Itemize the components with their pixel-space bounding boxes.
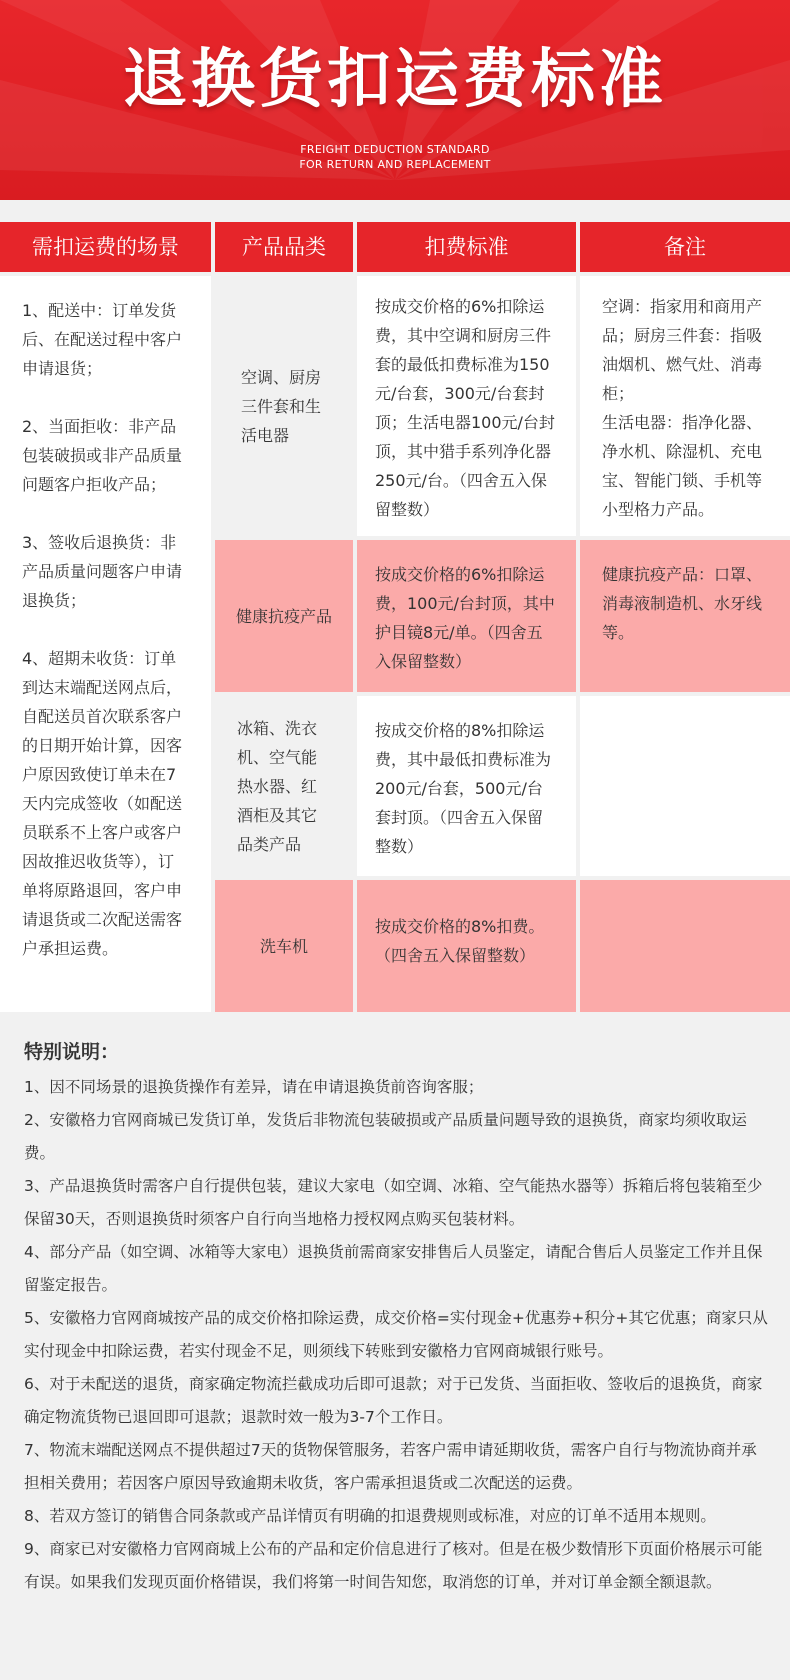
- note-item: 2、安徽格力官网商城已发货订单，发货后非物流包装破损或产品质量问题导致的退换货，商家均须收取运费。: [24, 1111, 747, 1162]
- notes-title: 特别说明：: [24, 1041, 120, 1063]
- row4-standard: 按成交价格的8%扣费。（四舍五入保留整数）: [357, 880, 576, 1012]
- row1-standard: 按成交价格的6%扣除运费，其中空调和厨房三件套的最低扣费标准为150元/台套，300元/台套封顶；生活电器100元/台封顶，其中猎手系列净化器250元/台。（四舍五入保留整数）: [357, 276, 576, 536]
- page-title: 退换货扣运费标准: [123, 43, 667, 117]
- header-scenario: 需扣运费的场景: [0, 222, 211, 272]
- header-banner: [0, 0, 790, 200]
- header-remark: 备注: [580, 222, 790, 272]
- header-category: 产品品类: [215, 222, 353, 272]
- row3-category: [215, 696, 353, 876]
- row3-standard: 按成交价格的8%扣除运费，其中最低扣费标准为200元/台套，500元/台套封顶。（四舍五入保留整数）: [357, 696, 576, 876]
- row3-category-text: 冰箱、洗衣机、空气能热水器、红酒柜及其它品类产品: [237, 718, 318, 854]
- row2-category-text: 健康抗疫产品: [235, 606, 332, 626]
- row2-standard: 按成交价格的6%扣除运费，100元/台封顶，其中护目镜8元/单。（四舍五入保留整数）: [357, 540, 576, 692]
- note-item: 9、商家已对安徽格力官网商城上公布的产品和定价信息进行了核对。但是在极少数情形下页面价格展示可能有误。如果我们发现页面价格错误，我们将第一时间告知您，取消您的订单，并对订单金额全额退款。: [24, 1540, 763, 1591]
- row1-category: [215, 276, 353, 536]
- note-item: 6、对于未配送的退货，商家确定物流拦截成功后即可退款；对于已发货、当面拒收、签收后的退换货，商家确定物流货物已退回即可退款；退款时效一般为3-7个工作日。: [24, 1375, 763, 1426]
- scenario-cell: 1、配送中：订单发货后、在配送过程中客户申请退货； 2、当面拒收：非产品包装破损或非产品质量问题客户拒收产品； 3、签收后退换货：非产品质量问题客户申请退换货； 4、超期未收货：订单到达末端配送网点后，自配送员首次联系客户的日期开始计算，因客户原因致使订单未在7天内完成签收（如配送员联系不上客户或客户因故推迟收货等），订单将原路退回，客户申请退货或二次配送需客户承担运费。: [0, 276, 211, 1012]
- note-item: 4、部分产品（如空调、冰箱等大家电）退换货前需商家安排售后人员鉴定，请配合售后人员鉴定工作并且保留鉴定报告。: [24, 1243, 763, 1294]
- row4-category-text: 洗车机: [259, 936, 308, 956]
- row3-remark: [580, 696, 790, 876]
- note-item: 1、因不同场景的退换货操作有差异，请在申请退换货前咨询客服；: [24, 1078, 484, 1096]
- row4-remark: [580, 880, 790, 1012]
- note-item: 8、若双方签订的销售合同条款或产品详情页有明确的扣退费规则或标准，对应的订单不适用本规则。: [24, 1507, 716, 1525]
- row1-remark: 空调：指家用和商用产品；厨房三件套：指吸油烟机、燃气灶、消毒柜； 生活电器：指净化器、净水机、除湿机、充电宝、智能门锁、手机等小型格力产品。: [580, 276, 790, 536]
- subtitle-line-1: FREIGHT DEDUCTION STANDARD: [300, 143, 490, 156]
- header-standard: 扣费标准: [357, 222, 576, 272]
- subtitle-line-2: FOR RETURN AND REPLACEMENT: [299, 158, 491, 171]
- note-item: 7、物流末端配送网点不提供超过7天的货物保管服务，若客户需申请延期收货，需客户自行与物流协商并承担相关费用；若因客户原因导致逾期未收货，客户需承担退货或二次配送的运费。: [24, 1441, 757, 1492]
- special-notes: [24, 1036, 768, 1599]
- note-item: 5、安徽格力官网商城按产品的成交价格扣除运费，成交价格=实付现金+优惠券+积分+其它优惠；商家只从实付现金中扣除运费，若实付现金不足，则须线下转账到安徽格力官网商城银行账号。: [24, 1309, 768, 1360]
- row4-category: [215, 880, 353, 1012]
- row2-remark: 健康抗疫产品：口罩、消毒液制造机、水牙线等。: [580, 540, 790, 692]
- note-item: 3、产品退换货时需客户自行提供包装，建议大家电（如空调、冰箱、空气能热水器等）拆箱后将包装箱至少保留30天，否则退换货时须客户自行向当地格力授权网点购买包装材料。: [24, 1177, 763, 1228]
- row1-category-text: 空调、厨房三件套和生活电器: [241, 367, 322, 445]
- page-subtitle: [0, 142, 790, 172]
- row2-category: [215, 540, 353, 692]
